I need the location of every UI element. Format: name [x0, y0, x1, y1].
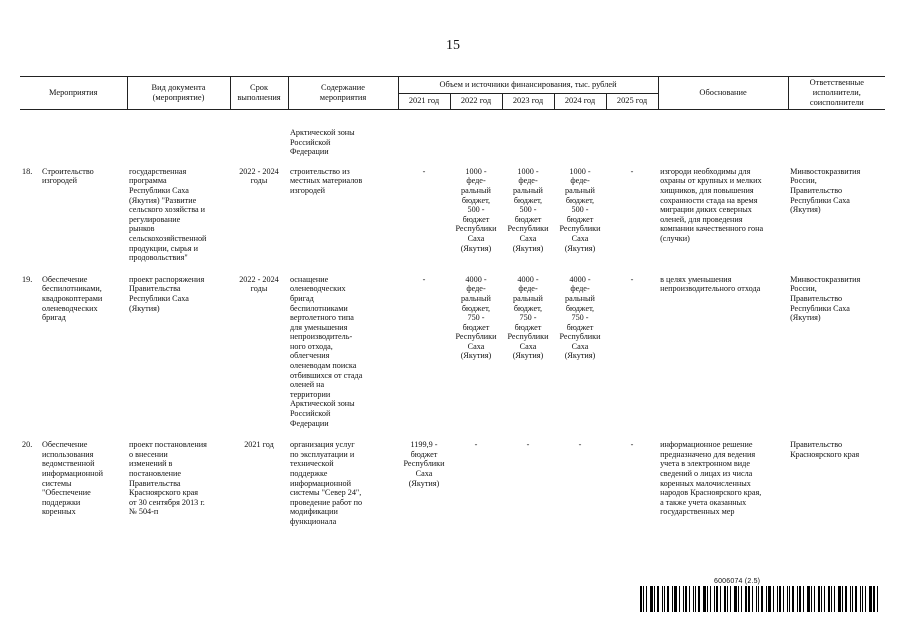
barcode-bar: [695, 586, 696, 612]
header-year-2022: 2022 год: [450, 93, 502, 110]
barcode-bar: [783, 586, 784, 612]
barcode-bar: [720, 586, 721, 612]
row-doc-type: проект распоряжения Правительства Республики Саха (Якутия): [129, 274, 205, 313]
row-funding-2021: -: [422, 274, 426, 284]
barcode-bar: [650, 586, 653, 612]
barcode-bar: [646, 586, 647, 612]
barcode-bar: [657, 586, 659, 612]
barcode-bar: [727, 586, 728, 612]
table-row: [20, 167, 885, 275]
row-funding-2021: 1199,9 - бюджет Республики Саха (Якутия): [403, 440, 445, 488]
barcode-bar: [797, 586, 798, 612]
row-activity: Обеспечение использования ведомственной информационной системы "Обеспечение поддержки коренных: [42, 440, 103, 517]
row-activity: Строительство изгородей: [42, 166, 94, 186]
barcode-bar: [814, 586, 815, 612]
barcode-bar: [703, 586, 706, 612]
row-responsible: Правительство Красноярского края: [790, 440, 860, 459]
row-deadline: 2022 - 2024 годы: [239, 274, 279, 294]
barcode-bar: [664, 586, 665, 612]
row-number: 20.: [22, 440, 33, 450]
barcode-bar: [811, 586, 812, 612]
header-content: Содержание мероприятия: [288, 77, 398, 110]
barcode-bar: [716, 586, 718, 612]
barcode-bar: [777, 586, 778, 612]
table-row-continuation: [20, 110, 885, 167]
barcode-bar: [773, 586, 774, 612]
barcode-bar: [855, 586, 857, 612]
row-justification: в целях уменьшения непроизводительного отхода: [660, 274, 761, 294]
barcode-bar: [730, 586, 731, 612]
barcode-bar: [710, 586, 711, 612]
barcode-bar: [850, 586, 851, 612]
barcode-bar: [752, 586, 753, 612]
barcode-bar: [698, 586, 700, 612]
barcode-bar: [734, 586, 737, 612]
barcode-bar: [662, 586, 663, 612]
barcode-bar: [672, 586, 673, 612]
barcode-bar: [714, 586, 715, 612]
row-funding-2023: 4000 - феде- ральный бюджет, 750 - бюджет Республики Саха (Якутия): [507, 274, 549, 361]
header-year-2021: 2021 год: [398, 93, 450, 110]
barcode-bar: [766, 586, 767, 612]
barcode-bar: [818, 586, 820, 612]
barcode-bar: [845, 586, 847, 612]
activities-table: [20, 76, 885, 539]
barcode-bar: [779, 586, 781, 612]
barcode-bar: [683, 586, 684, 612]
barcode-bar: [738, 586, 739, 612]
row-funding-2024: 4000 - феде- ральный бюджет, 750 - бюджет Республики Саха (Якутия): [559, 274, 601, 361]
barcode-bar: [654, 586, 655, 612]
header-year-2024: 2024 год: [554, 93, 606, 110]
barcode-bar: [667, 586, 669, 612]
row-activity: Обеспечение беспилотниками, квадрокоптерами оленеводческих бригад: [42, 274, 103, 323]
barcode-bar: [873, 586, 875, 612]
row-funding-2025: -: [630, 440, 634, 450]
barcode-bar: [756, 586, 757, 612]
row-funding-2021: -: [422, 166, 426, 176]
barcode-bar: [838, 586, 841, 612]
row-deadline: 2022 - 2024 годы: [239, 166, 279, 186]
row-responsible: Минвостокразвития России, Правительство Республики Саха (Якутия): [790, 274, 861, 323]
barcode-bar: [724, 586, 726, 612]
barcode-bar: [860, 586, 861, 612]
row-justification: изгороди необходимы для охраны от крупных и мелких хищников, для повышения сохранности стада на время миграции диких северных оленей, для проведения компании качественного гона (случки): [660, 166, 764, 243]
barcode-bar: [842, 586, 843, 612]
barcode-bar: [869, 586, 872, 612]
header-row-top: [20, 77, 885, 94]
row-funding-2024: 1000 - феде- ральный бюджет, 500 - бюджет Республики Саха (Якутия): [559, 166, 601, 253]
row-number: 18.: [22, 166, 33, 176]
barcode-bar: [707, 586, 708, 612]
barcode-bar: [852, 586, 853, 612]
barcode-bar: [689, 586, 690, 612]
barcode-bar: [821, 586, 822, 612]
barcode-bar: [640, 586, 642, 612]
row-doc-type: государственная программа Республики Саха (Якутия) "Развитие сельского хозяйства и регулирование рынков сельскохозяйственной продукции, сырья и продовольствия": [129, 166, 207, 263]
header-year-2023: 2023 год: [502, 93, 554, 110]
row-doc-type: проект постановления о внесении изменений в постановление Правительства Красноярского края от 30 сентября 2013 г. № 504-п: [129, 440, 207, 517]
barcode-bar: [831, 586, 832, 612]
continuation-content: Арктической зоны Российской Федерации: [290, 128, 355, 157]
header-responsible: Ответственные исполнители, соисполнители: [788, 77, 885, 110]
row-funding-2022: 1000 - феде- ральный бюджет, 500 - бюджет Республики Саха (Якутия): [455, 166, 497, 253]
barcode-label: 6006074 (2.5): [714, 578, 761, 585]
row-number: 19.: [22, 274, 33, 284]
row-funding-2023: -: [526, 440, 530, 450]
barcode-bar: [799, 586, 801, 612]
barcode-bar: [828, 586, 830, 612]
barcode-bar: [679, 586, 680, 612]
barcode-graphic: [640, 586, 886, 612]
row-content: оснащение оленеводческих бригад беспилотниками вертолетного типа для уменьшения непроизводитель- ного отхода, облегчения оленеводам поиска отбившихся от стада оленей на территории Арктической зоны Российской Федерации: [290, 274, 363, 428]
barcode-bar: [824, 586, 825, 612]
barcode-bar: [758, 586, 759, 612]
row-content: организация услуг по эксплуатации и технической поддержке информационной системы "Север 24", проведение работ по модификации функционала: [290, 440, 363, 526]
barcode-bar: [789, 586, 790, 612]
header-year-2025: 2025 год: [606, 93, 658, 110]
row-justification: информационное решение предназначено для ведения учета в электронном виде сведений о лицах из числа коренных малочисленных народов Красноярского края, а также учета оказанных государственных мер: [660, 440, 762, 517]
barcode-bar: [745, 586, 747, 612]
row-responsible: Минвостокразвития России, Правительство Республики Саха (Якутия): [790, 166, 861, 215]
barcode-bar: [643, 586, 644, 612]
row-content: строительство из местных материалов изгородей: [290, 166, 363, 195]
barcode-bar: [761, 586, 763, 612]
row-funding-2023: 1000 - феде- ральный бюджет, 500 - бюджет Республики Саха (Якутия): [507, 166, 549, 253]
barcode-bar: [807, 586, 810, 612]
barcode-bar: [803, 586, 804, 612]
page-number: 15: [446, 38, 460, 53]
barcode-bar: [865, 586, 866, 612]
barcode-bar: [877, 586, 878, 612]
table-row: [20, 275, 885, 441]
barcode-bar: [693, 586, 694, 612]
barcode-bar: [834, 586, 835, 612]
header-deadline: Срок выполнения: [230, 77, 288, 110]
row-funding-2022: -: [474, 440, 478, 450]
row-funding-2022: 4000 - феде- ральный бюджет, 750 - бюджет Республики Саха (Якутия): [455, 274, 497, 361]
row-funding-2025: -: [630, 274, 634, 284]
row-funding-2024: -: [578, 440, 582, 450]
barcode-bar: [768, 586, 771, 612]
barcode-bar: [685, 586, 687, 612]
barcode-bar: [674, 586, 677, 612]
row-funding-2025: -: [630, 166, 634, 176]
row-deadline: 2021 год: [244, 440, 274, 450]
barcode-bar: [748, 586, 750, 612]
header-funding: Объем и источники финансирования, тыс. рублей: [398, 77, 658, 94]
barcode-bar: [792, 586, 794, 612]
barcode-bar: [862, 586, 863, 612]
header-activities: Мероприятия: [20, 77, 127, 110]
barcode-bar: [787, 586, 788, 612]
table-row: [20, 440, 885, 538]
header-doc-type: Вид документа (мероприятие): [127, 77, 230, 110]
header-justification: Обоснование: [658, 77, 788, 110]
barcode-bar: [741, 586, 742, 612]
